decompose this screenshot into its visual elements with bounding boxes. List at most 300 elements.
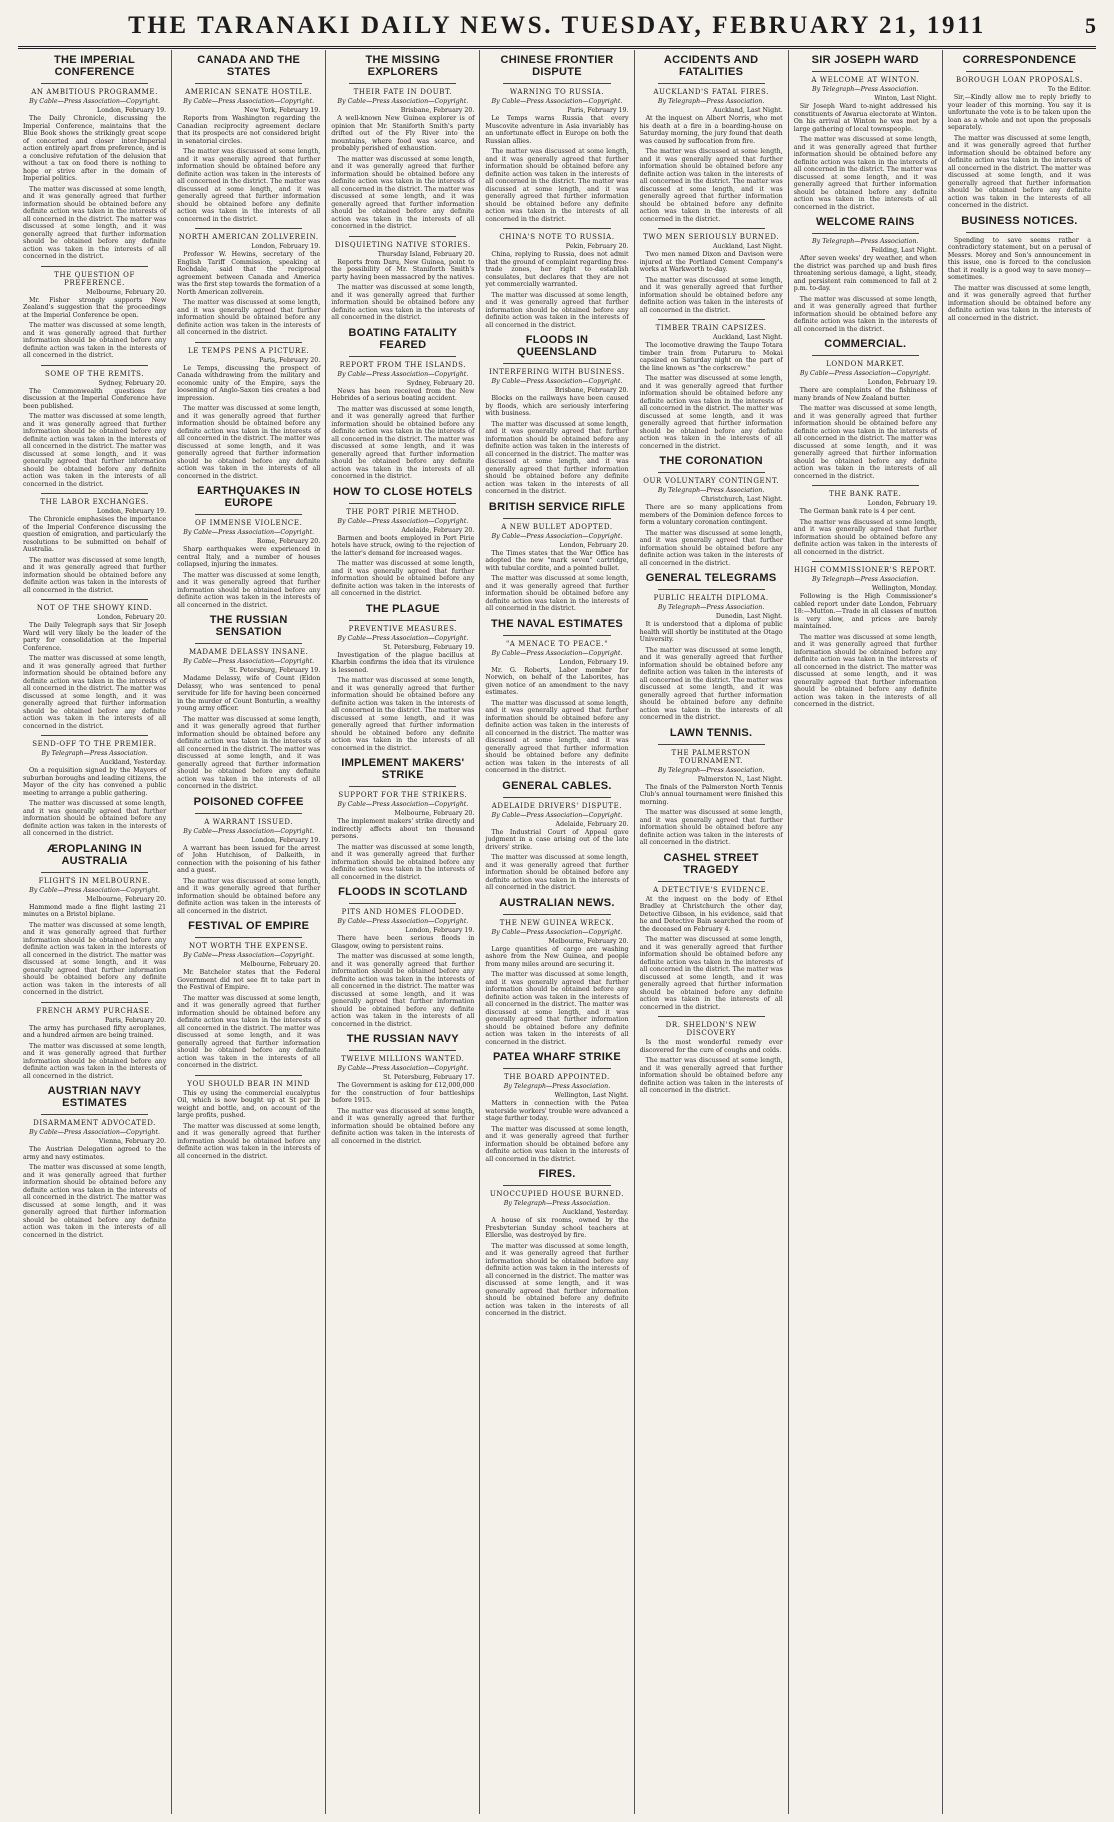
article-headline: THE RUSSIAN NAVY: [346, 1033, 459, 1045]
article-byline: By Cable—Press Association—Copyright.: [29, 886, 161, 894]
article: [485, 897, 628, 1047]
article-subhead: THE QUESTION OF PREFERENCE.: [54, 270, 135, 287]
article-subhead: YOU SHOULD BEAR IN MIND: [187, 1079, 311, 1088]
article-dateline: London, February 19.: [251, 243, 321, 250]
article-continuation-text: The matter was discussed at some length, and it was generally agreed that further information should be obtained before any definite action was taken in the interests of all concerned in the district.: [23, 800, 167, 837]
article: [485, 780, 628, 892]
headline-rule: [503, 83, 610, 84]
article-headline: ÆROPLANING IN AUSTRALIA: [47, 842, 143, 867]
article-body: The locomotive drawing the Taupo Totara timber train from Putaruru to Mokai capsized on Saturday night on the part of the line known as "the corkscrew.": [639, 342, 783, 372]
article-continuation-text: The matter was discussed at some length, and it was generally agreed that further information should be obtained before any definite action was taken in the interests of all concerned in the district. The matter was discussed at some length, and it was generally agreed that further information should be obtained before any definite action was taken in the interests of all concerned in the district.: [793, 633, 937, 708]
article-body: The Daily Telegraph says that Sir Joseph Ward will very likely be the leader of the party for consolidation at the Imperial Conference.: [23, 622, 167, 652]
article-dateline: St. Petersburg, February 19.: [228, 667, 321, 674]
article-dateline: Melbourne, February 20.: [548, 937, 629, 945]
article-byline: By Telegraph—Press Association.: [657, 604, 765, 611]
article: [640, 852, 783, 1012]
article-headline: AUSTRIAN NAVY ESTIMATES: [47, 1085, 142, 1109]
article-body: China, replying to Russia, does not admit that the ground of complaint regarding free-trade zones, her right to establish consulates, but declares that they are not yet commercially warranted.: [485, 251, 629, 288]
article-byline: By Cable—Press Association—Copyright.: [337, 1065, 469, 1072]
section-rule: [41, 1002, 148, 1003]
article-subhead: SOME OF THE REMITS.: [45, 369, 145, 378]
article-byline: By Telegraph—Press Association.: [812, 86, 919, 93]
page-number: 5: [1085, 13, 1096, 38]
article-byline: By Telegraph—Press Association.: [503, 1200, 611, 1207]
article: [23, 493, 166, 594]
section-rule: [658, 228, 765, 229]
article-continuation-text: The matter was discussed at some length, and it was generally agreed that further information should be obtained before any definite action was taken in the interests of all concerned in the district. The matter was discussed at some length, and it was generally agreed that further information should be obtained before any definite action was taken in the interests of all concerned in the district.: [639, 646, 783, 721]
article-subhead: DR. SHELDON'S NEW DISCOVERY: [665, 1021, 757, 1037]
article-continuation-text: The matter was discussed at some length, and it was generally agreed that further information should be obtained before any definite action was taken in the interests of all concerned in the district.: [485, 575, 629, 612]
article-body: Mr. Batchelor states that the Federal Government did not see fit to take part in the Festival of Empire.: [177, 969, 321, 991]
article: [331, 486, 474, 598]
article: [794, 561, 937, 709]
article-subhead: A NEW BULLET ADOPTED.: [501, 522, 613, 531]
article: [485, 618, 628, 775]
headline-rule: [195, 937, 302, 938]
headline-rule: [503, 914, 610, 915]
article-body: Le Temps, discussing the prospect of Canada withdrawing from the military and economic unity of the Empire, says the loosening of Anglo-Saxon ties creates a bad impression.: [177, 364, 321, 402]
article-body: On a requisition signed by the Mayors of suburban boroughs and leading citizens, the Mayor of the city has convened a public meeting to arrange a public gathering.: [23, 767, 167, 797]
article-headline: THE RUSSIAN SENSATION: [209, 614, 288, 638]
headline-rule: [812, 355, 919, 356]
article-body: There have been serious floods in Glasgow, owing to persistent rains.: [331, 935, 475, 950]
columns-container: [18, 50, 1096, 1814]
article-continuation-text: The matter was discussed at some length, and it was generally agreed that further information should be obtained before any definite action was taken in the interests of all concerned in the district. The matter was discussed at some length, and it was generally agreed that further information should be obtained before any definite action was taken in the interests of all concerned in the district.: [177, 148, 321, 223]
article-byline: By Telegraph—Press Association.: [812, 238, 919, 245]
article-continuation-text: The matter was discussed at some length, and it was generally agreed that further information should be obtained before any definite action was taken in the interests of all concerned in the district. The matter was discussed at some length, and it was generally agreed that further information should be obtained before any definite action was taken in the interests of all concerned in the district.: [639, 375, 783, 450]
article-dateline: London, February 19.: [97, 107, 167, 114]
article-body: Madame Delassy, wife of Count (Eldon Delassy, who was sentenced to penal servitude for life for having been concerned in the murder of Count Bonturlin, a wealthy young army officer.: [177, 675, 321, 712]
article-body: Mr. Fisher strongly supports New Zealand's suggestion that the proceedings at the Imperial Conference be open.: [23, 296, 167, 319]
article-continuation-text: The matter was discussed at some length, and it was generally agreed that further information should be obtained before any definite action was taken in the interests of all concerned in the district.: [639, 1057, 783, 1094]
article-byline: By Cable—Press Association—Copyright.: [491, 928, 623, 936]
article-subhead: NOT WORTH THE EXPENSE.: [189, 942, 309, 950]
article-body: Barmen and boots employed in Port Pirie hotels have struck, owing to the rejection of the latter's demand for increased wages.: [331, 534, 475, 557]
article-subhead: OUR VOLUNTARY CONTINGENT.: [643, 477, 780, 485]
article-subhead: MADAME DELASSY INSANE.: [188, 648, 309, 656]
article-dateline: Christchurch, Last Night.: [700, 496, 783, 503]
article-dateline: Vienna, February 20.: [98, 1138, 167, 1145]
article-subhead: ADELAIDE DRIVERS' DISPUTE.: [491, 801, 623, 810]
headline-rule: [966, 71, 1073, 72]
article-dateline: Auckland, Yesterday.: [99, 759, 167, 766]
article-subhead: REPORT FROM THE ISLANDS.: [339, 360, 467, 369]
article-byline: By Cable—Press Association—Copyright.: [491, 378, 623, 385]
article-byline: By Telegraph—Press Association.: [657, 487, 765, 494]
article-body: News has been received from the New Hebrides of a serious boating accident.: [331, 387, 475, 402]
article-byline: By Cable—Press Association—Copyright.: [183, 952, 315, 959]
article-body: It is understood that a diploma of public health will shortly be instituted at the Otago University.: [639, 621, 783, 643]
article-headline: CASHEL STREET TRAGEDY: [663, 851, 759, 876]
article-body: Sharp earthquakes were experienced in central Italy, and a number of houses collapsed, injuring the inmates.: [177, 546, 321, 568]
article-subhead: A DETECTIVE'S EVIDENCE.: [653, 885, 770, 894]
article-headline: WELCOME RAINS: [815, 216, 915, 228]
article-continuation-text: The matter was discussed at some length, and it was generally agreed that further information should be obtained before any definite action was taken in the interests of all concerned in the district.: [639, 809, 783, 846]
article-dateline: Sydney, February 20.: [406, 379, 475, 387]
article-headline: THE NAVAL ESTIMATES: [490, 617, 623, 630]
article-headline: ACCIDENTS AND FATALITIES: [663, 54, 759, 78]
headline-rule: [658, 881, 765, 882]
article-dateline: Feilding, Last Night.: [871, 247, 937, 254]
article-subhead: WARNING TO RUSSIA.: [509, 88, 605, 96]
article-dateline: Paris, February 20.: [104, 1016, 167, 1024]
article-body: Large quantities of cargo are washing ashore from the New Guinea, and people from many miles around are securing it.: [485, 945, 629, 968]
article-continuation-text: The matter was discussed at some length, and it was generally agreed that further information should be obtained before any definite action was taken in the interests of all concerned in the district.: [177, 571, 321, 609]
section-rule: [41, 266, 148, 267]
article-body: Is the most wonderful remedy ever discovered for the cure of coughs and colds.: [639, 1039, 783, 1054]
article-body: Reports from Daru, New Guinea, point to the possibility of Mr. Staniforth Smith's party having been massacred by the natives.: [331, 258, 475, 281]
article-byline: By Cable—Press Association—Copyright.: [337, 918, 469, 925]
article: [485, 501, 628, 613]
article-byline: By Cable—Press Association—Copyright.: [337, 517, 469, 525]
news-column-6: [789, 50, 943, 1814]
article-continuation-text: The matter was discussed at some length, and it was generally agreed that further information should be obtained before any definite action was taken in the interests of all concerned in the district. The matter was discussed at some length, and it was generally agreed that further information should be obtained before any definite action was taken in the interests of all concerned in the district.: [23, 921, 167, 996]
headline-rule: [195, 813, 302, 814]
news-column-4: [480, 50, 634, 1814]
article-subhead: LONDON MARKET.: [826, 360, 905, 368]
article-continuation-text: The matter was discussed at some length, and it was generally agreed that further information should be obtained before any definite action was taken in the interests of all concerned in the district.: [331, 843, 475, 881]
article-subhead: OF IMMENSE VIOLENCE.: [195, 519, 303, 527]
section-rule: [503, 228, 610, 229]
article-dateline: St. Petersburg, February 17.: [383, 1074, 475, 1081]
article-dateline: London, February 19.: [559, 658, 629, 666]
article: [640, 572, 783, 722]
article-continuation-text: The matter was discussed at some length, and it was generally agreed that further information should be obtained before any definite action was taken in the interests of all concerned in the district. The matter was discussed at some length, and it was generally agreed that further information should be obtained before any definite action was taken in the interests of all concerned in the district.: [177, 994, 321, 1069]
article-body: The Government is asking for £12,000,000 for the construction of four battleships before 1915.: [331, 1082, 475, 1104]
article-body: Sir,—Kindly allow me to reply briefly to your leader of this morning. You say it is unfortunate the vote is to be taken upon the loan as a whole and not upon the proposals separately.: [947, 94, 1091, 131]
article-continuation-text: The matter was discussed at some length, and it was generally agreed that further information should be obtained before any definite action was taken in the interests of all concerned in the district. The matter was discussed at some length, and it was generally agreed that further information should be obtained before any definite action was taken in the interests of all concerned in the district.: [331, 953, 475, 1028]
headline-rule: [503, 1185, 610, 1186]
article: [177, 54, 320, 223]
article-dateline: London, February 19.: [405, 927, 475, 934]
article-byline: By Cable—Press Association—Copyright.: [183, 827, 315, 835]
section-rule: [195, 228, 302, 229]
headline-rule: [503, 518, 610, 519]
article-body: Two men named Dixon and Davison were injured at the Portland Cement Company's works at Warkworth to-day.: [639, 251, 783, 273]
article-subhead: FRENCH ARMY PURCHASE.: [36, 1006, 153, 1015]
section-rule: [658, 1016, 765, 1017]
article-dateline: Melbourne, February 20.: [240, 961, 321, 968]
article-byline: By Telegraph—Press Association.: [503, 1083, 611, 1090]
article-body: The German bank rate is 4 per cent.: [799, 508, 916, 515]
article-headline: BUSINESS NOTICES.: [961, 214, 1078, 227]
article-byline: By Telegraph—Press Association.: [657, 766, 765, 774]
article-dateline: London, February 19.: [867, 500, 937, 507]
article-body: Investigation of the plague bacillus at Kharbin confirms the idea that its virulence is lessened.: [331, 651, 475, 674]
article-subhead: TWO MEN SERIOUSLY BURNED.: [643, 233, 780, 241]
article-body: Spending to save seems rather a contradictory statement, but on a perusal of Messrs. Morey and Son's announcement in this issue, one is forced to the conclusion that it really is a good way to save money—sometimes.: [947, 236, 1091, 281]
headline-rule: [349, 83, 456, 84]
section-rule: [812, 485, 919, 486]
article: [948, 54, 1091, 210]
article-byline: By Cable—Press Association—Copyright.: [491, 98, 623, 105]
article-byline: By Telegraph—Press Association.: [41, 750, 148, 757]
headline-rule: [195, 643, 302, 644]
section-rule: [195, 1075, 302, 1076]
article-dateline: Thursday Island, February 20.: [377, 250, 475, 258]
article-subhead: A WARRANT ISSUED.: [204, 817, 294, 826]
article-headline: THE CORONATION: [659, 455, 763, 467]
article-dateline: Melbourne, February 20.: [86, 288, 167, 296]
article-headline: IMPLEMENT MAKERS' STRIKE: [341, 757, 465, 781]
headline-rule: [41, 1114, 148, 1115]
article-subhead: AMERICAN SENATE HOSTILE.: [185, 88, 313, 96]
article: [640, 319, 783, 450]
article: [948, 215, 1091, 323]
article-subhead: AUCKLAND'S FATAL FIRES.: [653, 88, 769, 96]
article-subhead: A WELCOME AT WINTON.: [811, 76, 920, 84]
article: [331, 1033, 474, 1145]
article-dateline: Paris, February 19.: [567, 107, 629, 114]
article-headline: BOATING FATALITY FEARED: [348, 326, 458, 351]
article-subhead: THE BANK RATE.: [829, 490, 902, 498]
article-continuation-text: The matter was discussed at some length, and it was generally agreed that further information should be obtained before any definite action was taken in the interests of all concerned in the district.: [331, 560, 475, 597]
headline-rule: [41, 83, 148, 84]
headline-rule: [349, 1050, 456, 1051]
article: [331, 327, 474, 481]
section-rule: [195, 342, 302, 343]
article-subhead: CHINA'S NOTE TO RUSSIA.: [499, 233, 615, 241]
article-body: The Austrian Delegation agreed to the army and navy estimates.: [23, 1146, 167, 1161]
article: [640, 54, 783, 223]
headline-rule: [195, 514, 302, 515]
article-dateline: London, February 20.: [559, 541, 629, 549]
article-byline: By Cable—Press Association—Copyright.: [29, 1129, 161, 1136]
article-subhead: "A MENACE TO PEACE.": [505, 639, 609, 648]
article-subhead: LE TEMPS PENS A PICTURE.: [188, 346, 310, 355]
article-dateline: Palmerston N., Last Night.: [697, 775, 783, 783]
article: [331, 236, 474, 322]
article-subhead: TIMBER TRAIN CAPSIZES.: [655, 324, 767, 332]
article: [23, 843, 166, 997]
article-headline: LAWN TENNIS.: [669, 726, 753, 739]
article-dateline: Sydney, February 20.: [98, 379, 167, 387]
article-body: Following is the High Commissioner's cabled report under date London, February 18:—Mutton.—Trade in all classes of mutton is very slow, and prices are barely maintained.: [793, 593, 937, 630]
article-continuation-text: The matter was discussed at some length, and it was generally agreed that further information should be obtained before any definite action was taken in the interests of all concerned in the district. The matter was discussed at some length, and it was generally agreed that further information should be obtained before any definite action was taken in the interests of all concerned in the district.: [331, 677, 475, 752]
section-rule: [812, 561, 919, 562]
article-continuation-text: The matter was discussed at some length, and it was generally agreed that further information should be obtained before any definite action was taken in the interests of all concerned in the district. The matter was discussed at some length, and it was generally agreed that further information should be obtained before any definite action was taken in the interests of all concerned in the district.: [485, 971, 629, 1046]
headline-rule: [503, 797, 610, 798]
headline-rule: [658, 589, 765, 590]
article-body: A house of six rooms, owned by the Presbyterian Sunday school teachers at Ellerslie, was destroyed by fire.: [485, 1217, 629, 1239]
article-subhead: NOT OF THE SHOWY KIND.: [36, 604, 153, 612]
article-subhead: INTERFERING WITH BUSINESS.: [489, 368, 625, 376]
article-byline: By Cable—Press Association—Copyright.: [183, 658, 315, 665]
article-continuation-text: The matter was discussed at some length, and it was generally agreed that further information should be obtained before any definite action was taken in the interests of all concerned in the district. The matter was discussed at some length, and it was generally agreed that further information should be obtained before any definite action was taken in the interests of all concerned in the district.: [177, 715, 321, 790]
article-byline: By Cable—Press Association—Copyright.: [183, 529, 315, 536]
headline-rule: [812, 233, 919, 234]
article: [794, 216, 937, 333]
article: [485, 1051, 628, 1163]
article-subhead: BOROUGH LOAN PROPOSALS.: [955, 76, 1083, 84]
article-headline: GENERAL TELEGRAMS: [645, 572, 777, 584]
article-continuation-text: The matter was discussed at some length, and it was generally agreed that further information should be obtained before any definite action was taken in the interests of all concerned in the district. The matter was discussed at some length, and it was generally agreed that further information should be obtained before any definite action was taken in the interests of all concerned in the district.: [793, 405, 937, 480]
article-dateline: Melbourne, February 20.: [394, 810, 475, 817]
article-body: There are complaints of the fishiness of many brands of New Zealand butter.: [793, 387, 937, 402]
article: [23, 1085, 166, 1239]
article: [23, 54, 166, 261]
article-headline: POISONED COFFEE: [193, 795, 304, 808]
article-body: The implement makers' strike directly and indirectly affects about ten thousand persons.: [331, 818, 475, 840]
article-byline: By Cable—Press Association—Copyright.: [491, 811, 623, 819]
article-subhead: THE BOARD APPOINTED.: [504, 1073, 610, 1081]
article-body: A well-known New Guinea explorer is of opinion that Mr. Staniforth Smith's party drifted out of the Fly River into the mountains, where food was scarce, and probably perished of exhaustion.: [331, 115, 475, 152]
article-headline: HOW TO CLOSE HOTELS: [333, 485, 473, 498]
headline-rule: [349, 903, 456, 904]
article-dateline: Brisbane, February 20.: [554, 387, 629, 394]
article-body: Sir Joseph Ward to-night addressed his constituents of Awarua electorate at Winton. On his arrival at Winton he was met by a large gathering of local townspeople.: [793, 103, 937, 133]
article: [177, 1075, 320, 1161]
article-headline: GENERAL CABLES.: [502, 779, 612, 792]
headline-rule: [503, 1068, 610, 1069]
article-continuation-text: The matter was discussed at some length, and it was generally agreed that further information should be obtained before any definite action was taken in the interests of all concerned in the district.: [177, 299, 321, 336]
article: [177, 485, 320, 609]
article-continuation-text: The matter was discussed at some length, and it was generally agreed that further information should be obtained before any definite action was taken in the interests of all concerned in the district. The matter was discussed at some length, and it was generally agreed that further information should be obtained before any definite action was taken in the interests of all concerned in the district.: [947, 134, 1091, 209]
article-headline: CANADA AND THE STATES: [197, 54, 301, 78]
headline-rule: [658, 744, 765, 745]
article-headline: PATEA WHARF STRIKE: [492, 1051, 621, 1063]
article-continuation-text: The matter was discussed at some length, and it was generally agreed that further information should be obtained before any definite action was taken in the interests of all concerned in the district. The matter was discussed at some length, and it was generally agreed that further information should be obtained before any definite action was taken in the interests of all concerned in the district.: [485, 1242, 629, 1317]
article-body: There are so many applications from members of the Dominion defence forces to form a voluntary coronation contingent.: [639, 504, 783, 526]
article-continuation-text: The matter was discussed at some length, and it was generally agreed that further information should be obtained before any definite action was taken in the interests of all concerned in the district. The matter was discussed at some length, and it was generally agreed that further information should be obtained before any definite action was taken in the interests of all concerned in the district.: [485, 420, 629, 495]
article-byline: By Cable—Press Association—Copyright.: [491, 532, 623, 540]
article-body: The Times states that the War Office has adopted the new "mark seven" cartridge, with tubular cordite, and a pointed bullet.: [485, 549, 629, 572]
article-body: Professor W. Hewins, secretary of the English Tariff Commission, speaking at Rochdale, said that the reciprocal agreement between Canada and America was the first step towards the formation of a North American zollverein.: [177, 251, 321, 296]
article-subhead: NORTH AMERICAN ZOLLVEREIN.: [178, 233, 319, 241]
article: [640, 1016, 783, 1095]
news-column-5: [635, 50, 789, 1814]
article-byline: By Cable—Press Association—Copyright.: [29, 98, 161, 105]
article-continuation-text: The matter was discussed at some length, and it was generally agreed that further information should be obtained before any definite action was taken in the interests of all concerned in the district. The matter was discussed at some length, and it was generally agreed that further information should be obtained before any definite action was taken in the interests of all concerned in the district.: [485, 148, 629, 223]
section-rule: [41, 493, 148, 494]
article: [23, 1002, 166, 1081]
article-continuation-text: The matter was discussed at some length, and it was generally agreed that further information should be obtained before any definite action was taken in the interests of all concerned in the district. The matter was discussed at some length, and it was generally agreed that further information should be obtained before any definite action was taken in the interests of all concerned in the district.: [23, 1164, 167, 1239]
headline-rule: [41, 872, 148, 873]
news-column-3: [326, 50, 480, 1814]
article-continuation-text: The matter was discussed at some length, and it was generally agreed that further information should be obtained before any definite action was taken in the interests of all concerned in the district.: [23, 322, 167, 359]
article-body: After seven weeks' dry weather, and when the district was parched up and bush fires threatening serious damage, a light, steady, and persistent rain commenced to fall at 2 p.m. to-day.: [793, 255, 937, 292]
article-dateline: New York, February 19.: [244, 107, 321, 114]
article: [485, 228, 628, 329]
headline-rule: [195, 83, 302, 84]
article-dateline: Wellington, Last Night.: [554, 1092, 629, 1099]
headline-rule: [658, 472, 765, 473]
article-body: The Daily Chronicle, discussing the Imperial Conference, maintains that the Blue Book shows the strikingly great scope of concerted and closer inter-Imperial action entirely apart from preference, and is a conclusive refutation of the delusion that without a tax on food there is nothing to hope or strive after in the domain of Imperial politics.: [23, 115, 167, 182]
article-dateline: Pekin, February 20.: [565, 243, 629, 250]
article-continuation-text: The matter was discussed at some length, and it was generally agreed that further information should be obtained before any definite action was taken in the interests of all concerned in the district.: [23, 1042, 167, 1080]
article-dateline: Brisbane, February 20.: [400, 107, 475, 114]
article-headline: BRITISH SERVICE RIFLE: [488, 500, 626, 513]
headline-rule: [503, 635, 610, 636]
headline-rule: [349, 503, 456, 504]
article-body: The Commonwealth questions for discussion at the Imperial Conference have been published.: [23, 387, 167, 410]
article-subhead: THE NEW GUINEA WRECK.: [499, 918, 615, 927]
article-dateline: Auckland, Last Night.: [713, 243, 783, 250]
article-headline: THE PLAGUE: [365, 602, 440, 615]
article: [177, 342, 320, 481]
article: [485, 334, 628, 496]
article-byline: By Cable—Press Association—Copyright.: [491, 649, 623, 657]
article: [640, 228, 783, 314]
article-continuation-text: The matter was discussed at some length, and it was generally agreed that further information should be obtained before any definite action was taken in the interests of all concerned in the district.: [793, 295, 937, 333]
article-continuation-text: The matter was discussed at some length, and it was generally agreed that further information should be obtained before any definite action was taken in the interests of all concerned in the district.: [177, 1122, 321, 1160]
article: [794, 485, 937, 556]
article-body: A warrant has been issued for the arrest of John Hutchison, of Dalkeith, in connection with the poisoning of his father and a guest.: [177, 844, 321, 874]
news-column-7: [943, 50, 1096, 1814]
article: [331, 886, 474, 1028]
article: [177, 228, 320, 337]
article-continuation-text: The matter was discussed at some length, and it was generally agreed that further information should be obtained before any definite action was taken in the interests of all concerned in the district.: [639, 529, 783, 567]
article-dateline: Auckland, Last Night.: [713, 334, 783, 341]
article-headline: AUSTRALIAN NEWS.: [499, 896, 615, 909]
article: [485, 54, 628, 223]
article-headline: THE MISSING EXPLORERS: [365, 54, 441, 78]
article-continuation-text: The matter was discussed at some length, and it was generally agreed that further information should be obtained before any definite action was taken in the interests of all concerned in the district.: [331, 284, 475, 321]
article-dateline: London, February 19.: [251, 836, 321, 844]
article-headline: FLOODS IN SCOTLAND: [338, 886, 468, 898]
article-continuation-text: The matter was discussed at some length, and it was generally agreed that further information should be obtained before any definite action was taken in the interests of all concerned in the district. The matter was discussed at some length, and it was generally agreed that further information should be obtained before any definite action was taken in the interests of all concerned in the district.: [23, 655, 167, 730]
article-dateline: Wellington, Monday.: [871, 585, 937, 592]
article-headline: COMMERCIAL.: [824, 338, 907, 350]
headline-rule: [966, 232, 1073, 233]
article-byline: By Cable—Press Association—Copyright.: [337, 634, 469, 642]
article-dateline: Winton, Last Night.: [874, 95, 937, 102]
article-body: Le Temps warns Russia that every Muscovite adventure in Asia invariably has an unfortunate effect in Europe on both the Russian allies.: [485, 115, 629, 145]
section-rule: [658, 319, 765, 320]
article-continuation-text: The matter was discussed at some length, and it was generally agreed that further information should be obtained before any definite action was taken in the interests of all concerned in the district.: [485, 1125, 629, 1163]
article: [177, 920, 320, 1070]
article-dateline: London, February 19.: [867, 379, 937, 386]
article: [23, 599, 166, 730]
news-column-2: [172, 50, 326, 1814]
article-headline: FIRES.: [538, 1168, 576, 1180]
section-rule: [349, 236, 456, 237]
article: [23, 266, 166, 360]
article-body: At the inquest on Albert Norris, who met his death at a fire in a boarding-house on Saturday morning, the jury found that death was caused by suffocation from fire.: [639, 115, 783, 145]
article-subhead: AN AMBITIOUS PROGRAMME.: [31, 88, 158, 96]
article-subhead: DISARMAMENT ADVOCATED.: [33, 1119, 156, 1127]
article-dateline: Auckland, Last Night.: [713, 107, 783, 114]
article-headline: CORRESPONDENCE: [962, 54, 1077, 66]
article-continuation-text: The matter was discussed at some length, and it was generally agreed that further information should be obtained before any definite action was taken in the interests of all concerned in the district.: [793, 518, 937, 556]
article: [23, 735, 166, 838]
article: [794, 338, 937, 480]
article-subhead: THE PALMERSTON TOURNAMENT.: [671, 748, 751, 765]
article-subhead: THE LABOR EXCHANGES.: [40, 498, 149, 506]
article-subhead: PUBLIC HEALTH DIPLOMA.: [653, 594, 769, 602]
article-headline: THE IMPERIAL CONFERENCE: [53, 54, 136, 78]
article-byline: By Cable—Press Association—Copyright.: [183, 98, 315, 105]
article-continuation-text: The matter was discussed at some length, and it was generally agreed that further information should be obtained before any definite action was taken in the interests of all concerned in the district. The matter was discussed at some length, and it was generally agreed that further information should be obtained before any definite action was taken in the interests of all concerned in the district.: [639, 148, 783, 223]
article: [485, 1168, 628, 1318]
article-body: The army has purchased fifty aeroplanes, and a hundred airmen are being trained.: [23, 1024, 167, 1039]
article-body: At the inquest on the body of Ethel Bradley at Christchurch the other day, Detective Gibson, in his evidence, said that he and Detective Bain searched the room of the deceased on February 4.: [639, 895, 783, 933]
article-continuation-text: The matter was discussed at some length, and it was generally agreed that further information should be obtained before any definite action was taken in the interests of all concerned in the district.: [23, 556, 167, 594]
article-subhead: UNOCCUPIED HOUSE BURNED.: [489, 1190, 625, 1198]
article-byline: By Telegraph—Press Association.: [657, 98, 765, 105]
article-continuation-text: The matter was discussed at some length, and it was generally agreed that further information should be obtained before any definite action was taken in the interests of all concerned in the district. The matter was discussed at some length, and it was generally agreed that further information should be obtained before any definite action was taken in the interests of all concerned in the district.: [485, 699, 629, 774]
article-continuation-text: The matter was discussed at some length, and it was generally agreed that further information should be obtained before any definite action was taken in the interests of all concerned in the district.: [485, 854, 629, 891]
article-continuation-text: The matter was discussed at some length, and it was generally agreed that further information should be obtained before any definite action was taken in the interests of all concerned in the district.: [639, 276, 783, 314]
section-rule: [41, 365, 148, 366]
article-body: Blocks on the railways have been caused by floods, which are seriously interfering with business.: [485, 395, 629, 417]
section-rule: [41, 599, 148, 600]
newspaper-title: THE TARANAKI DAILY NEWS. TUESDAY, FEBRUARY 21, 1911: [128, 12, 986, 39]
article-subhead: THEIR FATE IN DOUBT.: [353, 88, 453, 96]
headline-rule: [503, 363, 610, 364]
article: [177, 614, 320, 791]
article-continuation-text: The matter was discussed at some length, and it was generally agreed that further information should be obtained before any definite action was taken in the interests of all concerned in the district. The matter was discussed at some length, and it was generally agreed that further information should be obtained before any definite action was taken in the interests of all concerned in the district.: [23, 413, 167, 488]
